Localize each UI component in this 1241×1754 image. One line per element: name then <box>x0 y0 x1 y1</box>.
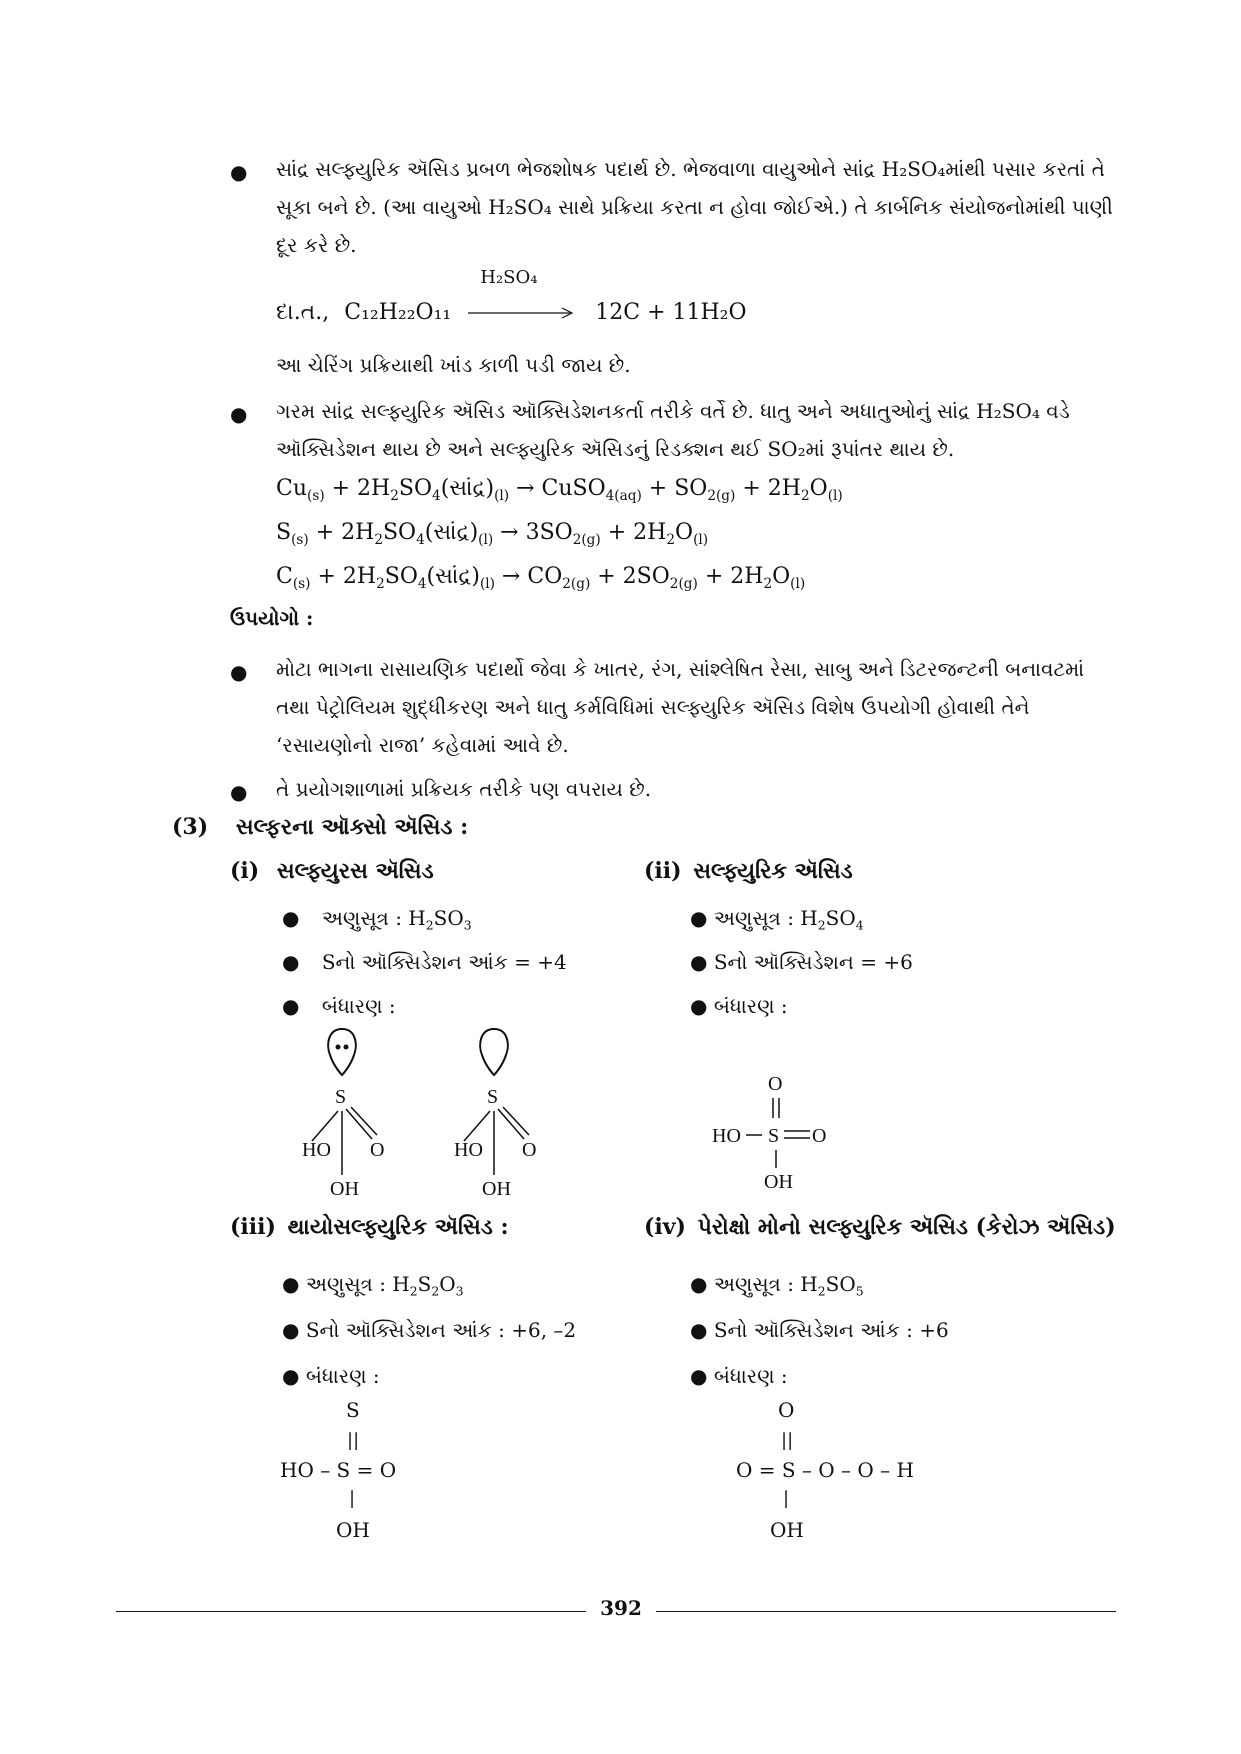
acid-name: થાયોસલ્ફ્યુરિક ઍસિડ : <box>287 1214 509 1240</box>
sulfuric-structure-diagram <box>700 1070 850 1200</box>
svg-text:S: S <box>768 1125 780 1147</box>
charring-equation <box>276 267 747 325</box>
uses-paragraph: મોટા ભાગના રાસાયણિક પદાર્થો જેવા કે ખાતર, રંગ, સાંશ્લેષિત રેસા, સાબુ અને ડિટરજન્ટની બનાવટમાં તથા પેટ્રોલિયમ શુદ્ધીકરણ અને ધાતુ કર્મવિધિમાં સલ્ફ્યુરિક ઍસિડ વિશેષ ઉપયોગી હોવાથી તેને ‘રસાયણોનો રાજા’ કહેવામાં આવે છે. <box>276 657 1085 757</box>
thio-top-S: S <box>346 1398 360 1422</box>
formula-label: અણુસૂત્ર : <box>321 906 402 930</box>
carbon-reaction: $C_{(s)}$ + $2H_2SO_4(સાંદ્ર)_{(l)} \to CO_{2(g)} + 2SO_{2(g)} + 2H_2O_{(l)}$ <box>276 564 806 592</box>
ox-label: Sનો ઑક્સિડેશન આંક <box>713 1318 900 1342</box>
structure-label: બંધારણ : <box>713 1364 788 1388</box>
thio-double-bond: || <box>347 1430 360 1451</box>
caros-main-chain: O = S – O – O – H <box>736 1458 914 1482</box>
sucrose-formula: C₁₂H₂₂O₁₁ <box>344 300 452 325</box>
structure-label: બંધારણ : <box>305 1364 380 1388</box>
dehydrating-paragraph: સાંદ્ર સલ્ફ્યુરિક ઍસિડ પ્રબળ ભેજશોષક પદાર્થ છે. ભેજવાળા વાયુઓને સાંદ્ર H₂SO₄માંથી પસાર કરતાં તે સૂકા બને છે. (આ વાયુઓ H₂SO₄ સાથે પ્રક્રિયા કરતા ન હોવા જોઈએ.) તે કાર્બનિક સંયોજનોમાંથી પાણી દૂર કરે છે. <box>276 157 1113 257</box>
footer-rule-right <box>656 1611 1116 1612</box>
svg-text:O: O <box>522 1139 537 1161</box>
sulfuric-structure-label: ● બંધારણ : <box>690 994 788 1018</box>
caros-double-bond: || <box>781 1430 794 1451</box>
caros-top-O: O <box>778 1398 795 1422</box>
caros-formula: ● અણુસૂત્ર : $H_2SO_5$ <box>690 1272 864 1299</box>
bullet-dot: ● <box>230 160 248 184</box>
section-title: સલ્ફરના ઑક્સો ઍસિડ : <box>235 814 469 840</box>
caros-bottom-OH: OH <box>770 1518 804 1542</box>
ox-label: Sનો ઑક્સિડેશન આંક <box>305 1318 492 1342</box>
sulfurous-structure-diagram <box>290 1025 590 1200</box>
item-number: (iv) <box>644 1214 686 1240</box>
caros-oxidation-state: ● Sનો ઑક્સિડેશન આંક : +6 <box>690 1318 949 1342</box>
svg-text:OH: OH <box>482 1178 511 1200</box>
svg-text:OH: OH <box>330 1178 359 1200</box>
arrow-catalyst: H₂SO₄ <box>480 267 538 288</box>
bullet-dot: ● <box>230 780 248 804</box>
charring-note: આ ચેરિંગ પ્રક્રિયાથી ખાંડ કાળી પડી જાય છે. <box>276 353 631 377</box>
svg-text:HO: HO <box>712 1125 741 1147</box>
copper-reaction: $Cu_{(s)}$ + $2H_2SO_4(સાંદ્ર)_{(l)}$ → CuSO$_{4(aq)}$ + $SO_{2(g)} + 2H_2O_{(l)}$ <box>276 476 843 504</box>
ox-label: Sનો ઑક્સિડેશન <box>713 950 854 974</box>
uses-heading: ઉપયોગો : <box>230 606 314 630</box>
svg-text:O: O <box>370 1139 385 1161</box>
svg-text:O: O <box>768 1073 783 1095</box>
structure-label: બંધારણ : <box>321 994 396 1018</box>
charring-products: 12C + 11H₂O <box>595 300 747 325</box>
formula-label: અણુસૂત્ર : <box>713 1272 794 1296</box>
thio-bottom-OH: OH <box>336 1518 370 1542</box>
conc-label: સાંદ્ર <box>449 476 486 501</box>
ox-value: = +6 <box>860 950 913 974</box>
thio-main-chain: HO – S = O <box>280 1458 397 1482</box>
ox-label: Sનો ઑક્સિડેશન આંક <box>321 950 508 974</box>
svg-text:HO: HO <box>454 1139 483 1161</box>
svg-text:S: S <box>335 1086 347 1108</box>
item-number: (i) <box>230 858 260 884</box>
acid-name: પેરોક્ષો મોનો સલ્ફ્યુરિક ઍસિડ (કેરોઝ ઍસિડ) <box>697 1214 1116 1240</box>
thiosulfuric-structure-label: ● બંધારણ : <box>282 1364 380 1388</box>
section-number: (3) <box>172 814 209 840</box>
thio-single-bond: | <box>349 1488 356 1509</box>
oxidising-paragraph: ગરમ સાંદ્ર સલ્ફ્યુરિક ઍસિડ ઑક્સિડેશનકર્તા તરીકે વર્તે છે. ધાતુ અને અધાતુઓનું સાંદ્ર H₂SO₄ વડે ઑક્સિડેશન થાય છે અને સલ્ફ્યુરિક ઍસિડનું રિડક્શન થઈ SO₂માં રૂપાંતર થાય છે. <box>276 399 1070 461</box>
page-number: 392 <box>600 1596 642 1620</box>
acid-name: સલ્ફ્યુરસ ઍસિડ <box>276 858 434 884</box>
oxoacids-heading <box>172 814 468 840</box>
thiosulfuric-formula: ● અણુસૂત્ર : $H_2S_2O_3$ <box>282 1272 464 1299</box>
conc-label: સાંદ્ર <box>435 564 472 589</box>
footer-rule-left <box>116 1611 586 1612</box>
sulfur-reaction: $S_{(s)}$ + $2H_2SO_4(સાંદ્ર)_{(l)} \to 3SO_{2(g)} + 2H_2O_{(l)}$ <box>276 520 709 548</box>
sulfuric-acid-heading <box>644 858 853 884</box>
thiosulfuric-oxidation-state: ● Sનો ઑક્સિડેશન આંક : +6, –2 <box>282 1318 577 1342</box>
sulfurous-oxidation-state: ● Sનો ઑક્સિડેશન આંક = +4 <box>282 950 567 974</box>
acid-name: સલ્ફ્યુરિક ઍસિડ <box>693 858 853 884</box>
formula-label: અણુસૂત્ર : <box>305 1272 386 1296</box>
thiosulfuric-acid-heading <box>230 1214 509 1240</box>
ox-value: : +6 <box>906 1318 949 1342</box>
lab-reagent-use: તે પ્રયોગશાળામાં પ્રક્રિયક તરીકે પણ વપરાય છે. <box>276 777 652 801</box>
svg-text:S: S <box>487 1086 499 1108</box>
sulfuric-oxidation-state: ● Sનો ઑક્સિડેશન = +6 <box>690 950 913 974</box>
caros-single-bond: | <box>783 1488 790 1509</box>
svg-text:HO: HO <box>302 1139 331 1161</box>
sulfurous-structure-label: ● બંધારણ : <box>282 994 396 1018</box>
caros-structure-label: ● બંધારણ : <box>690 1364 788 1388</box>
ox-value: : +6, –2 <box>498 1318 577 1342</box>
svg-text:OH: OH <box>764 1171 793 1193</box>
sulfurous-formula: ● અણુસૂત્ર : $H_2SO_3$ <box>282 906 472 933</box>
caros-acid-heading <box>644 1214 1116 1240</box>
sulfuric-formula: ● અણુસૂત્ર : $H_2SO_4$ <box>690 906 864 933</box>
bullet-dot: ● <box>230 402 248 426</box>
sulfurous-acid-heading <box>230 858 434 884</box>
conc-label: સાંદ્ર <box>433 520 470 545</box>
reaction-arrow <box>468 267 578 323</box>
item-number: (ii) <box>644 858 682 884</box>
bullet-dot: ● <box>230 660 248 684</box>
arrow-icon <box>468 303 578 323</box>
structure-label: બંધારણ : <box>713 994 788 1018</box>
svg-text:O: O <box>812 1125 827 1147</box>
ox-value: = +4 <box>514 950 567 974</box>
formula-label: અણુસૂત્ર : <box>713 906 794 930</box>
item-number: (iii) <box>230 1214 276 1240</box>
example-label: દા.ત., <box>276 300 330 325</box>
